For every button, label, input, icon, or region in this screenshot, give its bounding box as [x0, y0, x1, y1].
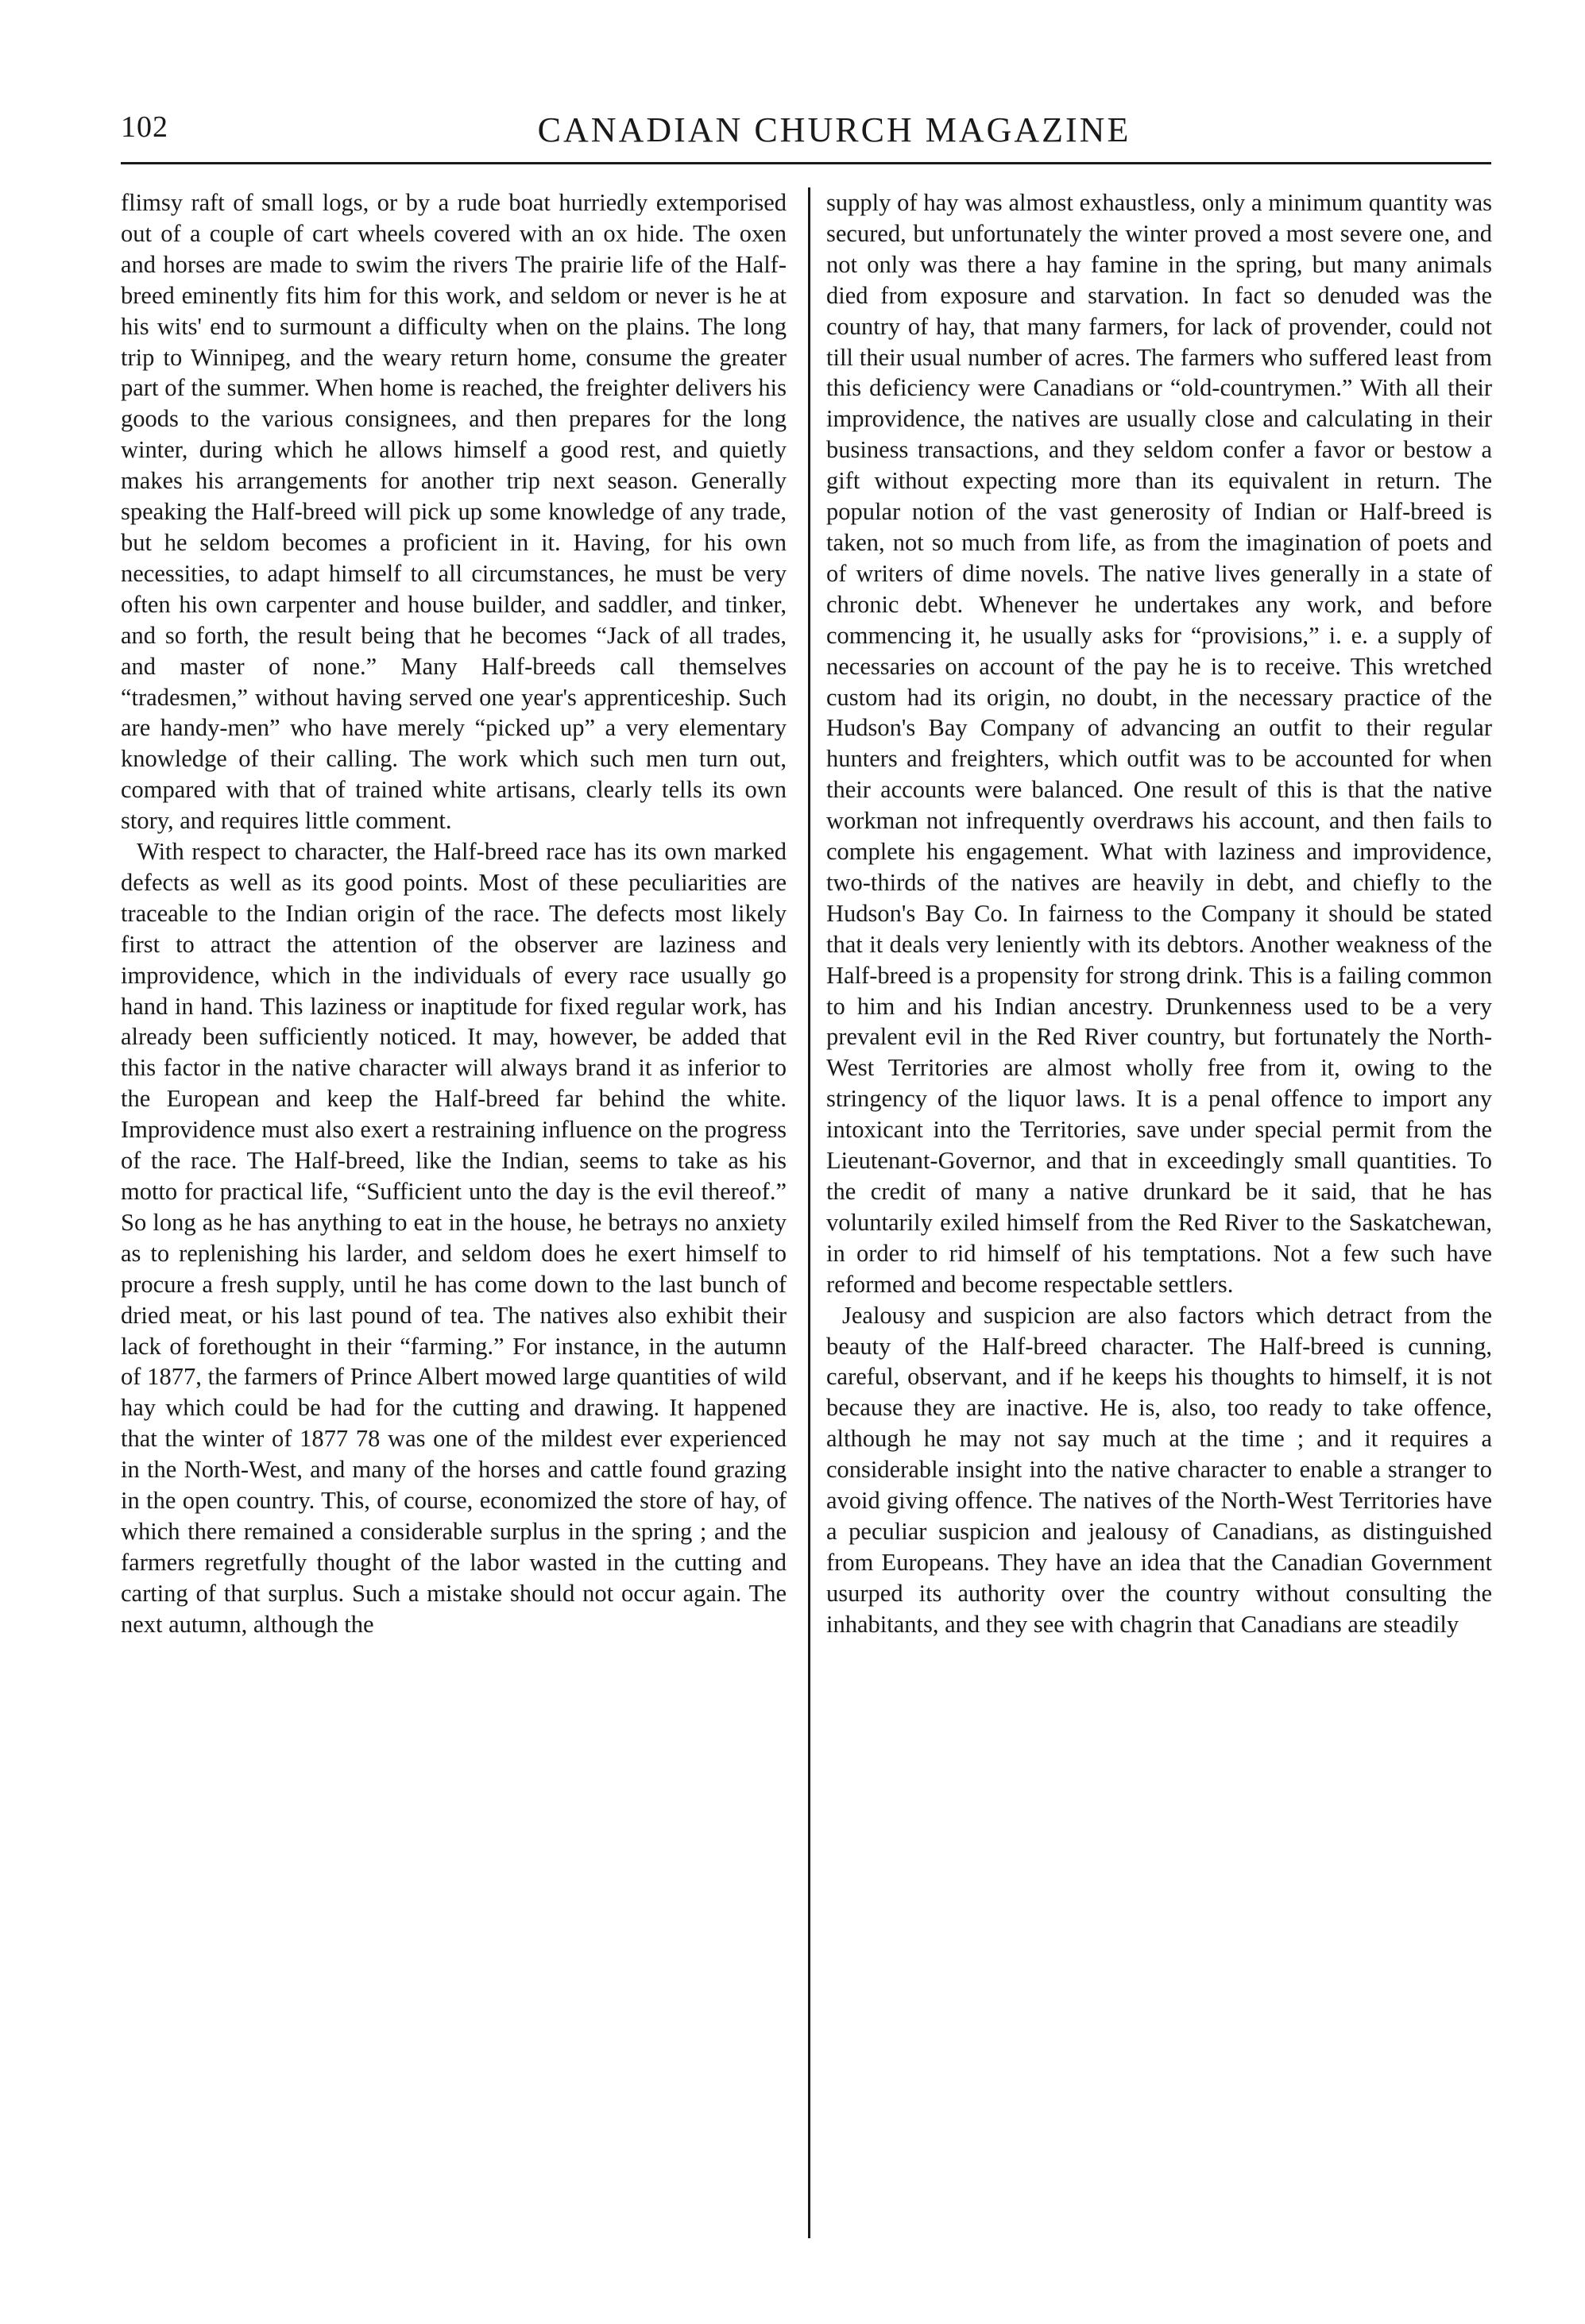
page-number: 102	[121, 110, 168, 144]
left-paragraph-1: flimsy raft of small logs, or by a rude boat hurriedly extemporised out of a couple of cart wheels covered with an ox hide. The oxen and horses are made to swim the rivers The prairie life of the Half-breed eminently fits him for this work, and seldom or never is he at his wits' end to surmount a difficulty when on the plains. The long trip to Winnipeg, and the weary return home, consume the greater part of the summer. When home is reached, the freighter delivers his goods to the various consignees, and then prepares for the long winter, during which he allows himself a good rest, and quietly makes his arrangements for another trip next season. Generally speaking the Half-breed will pick up some knowledge of any trade, but he seldom becomes a proficient in it. Having, for his own necessities, to adapt himself to all circumstances, he must be very often his own carpenter and house builder, and saddler, and tinker, and so forth, the result being that he becomes “Jack of all trades, and master of none.” Many Half-breeds call themselves “tradesmen,” without having served one year's apprenticeship. Such are handy-men” who have merely “picked up” a very elementary knowledge of their calling. The work which such men turn out, compared with that of trained white artisans, clearly tells its own story, and requires little comment.	[121, 189, 787, 835]
left-paragraph-2: With respect to character, the Half-breed race has its own marked defects as well as its good points. Most of these peculiarities are traceable to the Indian origin of the race. The defects most likely first to attract the attention of the observer are laziness and improvidence, which in the individuals of every race usually go hand in hand. This laziness or inaptitude for fixed regular work, has already been sufficiently noticed. It may, however, be added that this factor in the native character will always brand it as inferior to the European and keep the Half-breed far behind the white. Improvidence must also exert a restraining influence on the progress of the race. The Half-breed, like the Indian, seems to take as his motto for practical life, “Sufficient unto the day is the evil thereof.” So long as he has anything to eat in the house, he betrays no anxiety as to replenishing his larder, and seldom does he exert himself to procure a fresh supply, until he has come down to the last bunch of dried meat, or his last pound of tea. The natives also exhibit their lack of forethought in their “farming.” For instance, in the autumn of 1877, the farmers of Prince Albert mowed large quantities of wild hay which could be had for the cutting and drawing. It happened that the winter of 1877 78 was one of the mildest ever experienced in the North-West, and many of the horses and cattle found grazing in the open country. This, of course, economized the store of hay, of which there remained a considerable surplus in the spring ; and the farmers regretfully thought of the labor wasted in the cutting and carting of that surplus. Such a mistake should not occur again. The next autumn, although the	[121, 838, 787, 1638]
right-paragraph-2: Jealousy and suspicion are also factors which detract from the beauty of the Half-breed character. The Half-breed is cunning, careful, observant, and if he keeps his thoughts to himself, it is not because they are inactive. He is, also, too ready to take offence, although he may not say much at the time ; and it requires a considerable insight into the native character to enable a stranger to avoid giving offence. The natives of the North-West Territories have a peculiar suspicion and jealousy of Canadians, as distinguished from Europeans. They have an idea that the Canadian Government usurped its authority over the country without consulting the inhabitants, and they see with chagrin that Canadians are steadily	[826, 1301, 1492, 1638]
right-paragraph-1: supply of hay was almost exhaustless, only a minimum quantity was secured, but unfortunately the winter proved a most severe one, and not only was there a hay famine in the spring, but many animals died from exposure and starvation. In fact so denuded was the country of hay, that many farmers, for lack of provender, could not till their usual number of acres. The farmers who suffered least from this deficiency were Canadians or “old-countrymen.” With all their improvidence, the natives are usually close and calculating in their business transactions, and they seldom confer a favor or bestow a gift without expecting more than its equivalent in return. The popular notion of the vast generosity of Indian or Half-breed is taken, not so much from life, as from the imagination of poets and of writers of dime novels. The native lives generally in a state of chronic debt. Whenever he undertakes any work, and before commencing it, he usually asks for “provisions,” i. e. a supply of necessaries on account of the pay he is to receive. This wretched custom had its origin, no doubt, in the necessary practice of the Hudson's Bay Company of advancing an outfit to their regular hunters and freighters, which outfit was to be accounted for when their accounts were balanced. One result of this is that the native workman not infrequently overdraws his account, and then fails to complete his engagement. What with laziness and improvidence, two-thirds of the natives are heavily in debt, and chiefly to the Hudson's Bay Co. In fairness to the Company it should be stated that it deals very leniently with its debtors. Another weakness of the Half-breed is a propensity for strong drink. This is a failing common to him and his Indian ancestry. Drunkenness used to be a very prevalent evil in the Red River country, but fortunately the North-West Territories are almost wholly free from it, owing to the stringency of the liquor laws. It is a penal offence to import any intoxicant into the Territories, save under special permit from the Lieutenant-Governor, and that in exceedingly small quantities. To the credit of many a native drunkard be it said, that he has voluntarily exiled himself from the Red River to the Saskatchewan, in order to rid himself of his temptations. Not a few such have reformed and become respectable settlers.	[826, 189, 1492, 1298]
column-divider	[808, 187, 810, 2238]
right-column	[826, 187, 1492, 1640]
header-rule	[121, 162, 1491, 164]
left-column	[121, 187, 787, 1640]
running-title: CANADIAN CHURCH MAGAZINE	[537, 110, 1131, 149]
